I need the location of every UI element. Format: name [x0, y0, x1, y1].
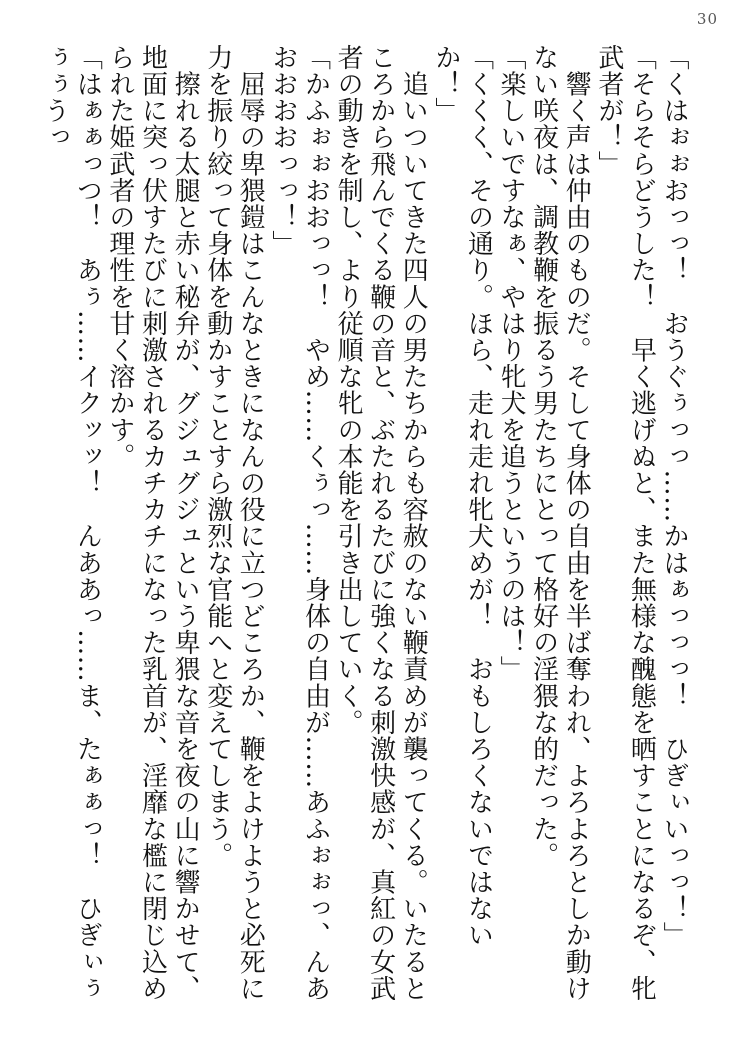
paragraph: 擦れる太腿と赤い秘弁が、グジュグジュという卑猥な音を夜の山に響かせて、地面に突っ伏すたびに刺激されるカチカチになった乳首が、淫靡な檻に閉じ込められた姫武者の理性を甘く溶かす。 [104, 44, 201, 1002]
paragraph: 「くくく、その通り。ほら、走れ走れ牝犬めが！ おもしろくないではないか！」 [430, 44, 494, 949]
paragraph: 「くはぉぉおっっ！ おうぐぅっっ……かはぁっっっ！ ひぎぃいっっ！」 [659, 44, 689, 949]
paragraph: 響く声は仲由のものだ。そして身体の自由を半ば奪われ、よろよろとしか動けない咲夜は、調教鞭を振るう男たちにとって格好の淫猥な的だった。 [528, 44, 592, 1002]
vertical-text-block [39, 44, 690, 1014]
page-number: 30 [696, 10, 718, 28]
paragraph: 「はぁぁっつ！ あぅ……イクッッ！ んああっ……ま、たぁぁっ！ ひぎぃぅぅぅうっ [39, 44, 103, 1002]
paragraph: 「楽しいですなぁ、やはり牝犬を追うというのは！」 [496, 44, 527, 683]
paragraph: 「かふぉぉおおっっ！ やめ……くぅっ……身体の自由が……あふぉぉっ、んあおおおおっっ！」 [267, 44, 331, 1002]
paragraph: 追いついてきた四人の男たちからも容赦のない鞭責めが襲ってくる。いたるところから飛んでくる鞭の音と、ぶたれるたびに強くなる刺激快感が、真紅の女武者の動きを制し、より従順な牝の本能を引き出していく。 [333, 44, 429, 1002]
paragraph: 屈辱の卑猥鎧はこんなときになんの役に立つどころか、鞭をよけようと必死に力を振り絞って身体を動かすことすら激烈な官能へと変えてしまう。 [202, 44, 266, 1002]
paragraph: 「そらそらどうした！ 早く逃げぬと、また無様な醜態を晒すことになるぞ、牝武者が！」 [593, 44, 657, 1002]
